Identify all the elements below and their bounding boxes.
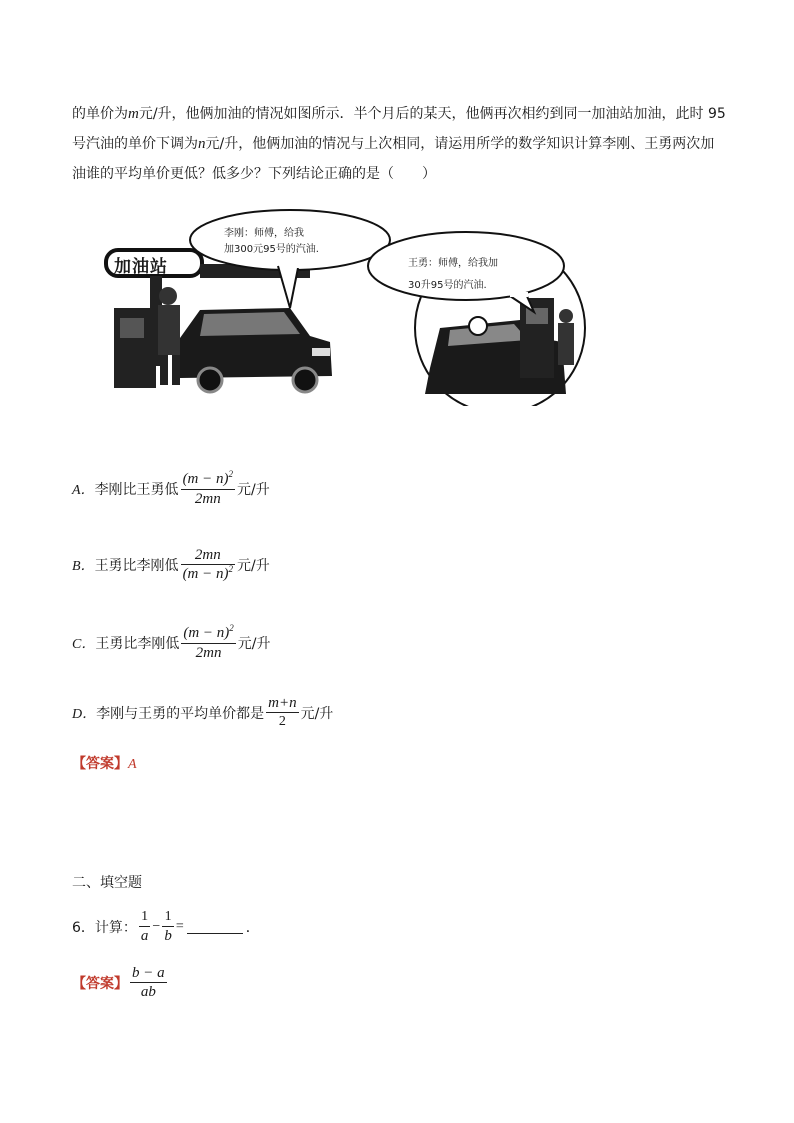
problem-text: 的单价为 (72, 106, 128, 122)
option-letter: D． (72, 706, 97, 722)
answer-5 (72, 753, 137, 773)
answer-blank[interactable] (187, 919, 243, 934)
variable-m: m (128, 106, 139, 122)
numerator: 1 (164, 909, 172, 924)
option-unit: 元/升 (300, 705, 334, 722)
gas-station-illustration (100, 208, 600, 406)
numerator: $(m - n)^2$ (182, 469, 234, 487)
denominator: b (164, 928, 172, 944)
bubble2-line2: 30升95号的汽油. (408, 280, 487, 291)
minus-sign: − (152, 918, 161, 934)
bubble1-line2: 加300元95号的汽油. (224, 244, 319, 255)
fraction-1-over-a (139, 908, 151, 945)
option-text: 王勇比李刚低 (95, 636, 180, 652)
numerator: b − a (132, 965, 165, 981)
problem-text: 油谁的平均单价更低？低多少？下列结论正确的是（ ） (72, 166, 436, 182)
option-letter: B． (72, 559, 95, 574)
option-b[interactable] (72, 546, 270, 584)
denominator: 2mn (195, 645, 222, 661)
answer-label: 【答案】 (72, 756, 128, 772)
option-text: 李刚比王勇低 (94, 482, 179, 498)
numerator: m+n (268, 695, 297, 711)
problem-text: 号汽油的单价下调为 (72, 136, 198, 152)
option-a[interactable] (72, 470, 270, 508)
answer-value: A (128, 757, 137, 772)
fraction (181, 624, 235, 662)
problem-line-1 (72, 98, 732, 131)
sign-text: 加油站 (114, 257, 168, 277)
bubble2-line1: 王勇：师傅，给我加 (408, 258, 498, 269)
equals-sign: = (175, 918, 184, 934)
period: ． (245, 919, 260, 936)
answer-label: 【答案】 (72, 975, 128, 992)
option-text: 王勇比李刚低 (94, 558, 179, 574)
option-letter: A． (72, 483, 95, 498)
numerator: $(m - n)^2$ (183, 623, 234, 641)
fraction (266, 694, 298, 731)
numerator: 2mn (194, 547, 221, 563)
problem-text: 元/升，他俩加油的情况如图所示．半个月后的某天，他俩再次相约到同一加油站加油，此时 95 (138, 106, 726, 122)
fraction-1-over-b (162, 908, 174, 945)
option-d[interactable] (72, 694, 333, 731)
problem-text: 元/升，他俩加油的情况与上次相同，请运用所学的数学知识计算李刚、王勇两次加 (205, 136, 715, 152)
problem-line-2 (72, 128, 732, 161)
option-letter: C． (72, 637, 96, 652)
variable-n: n (198, 136, 206, 152)
answer-6 (72, 964, 169, 1001)
question-6 (72, 908, 260, 945)
option-text: 李刚与王勇的平均单价都是 (96, 705, 265, 722)
denominator: ab (140, 984, 156, 1000)
fraction (181, 546, 235, 584)
option-unit: 元/升 (237, 558, 270, 574)
answer-fraction (130, 964, 167, 1001)
denominator: 2 (278, 714, 286, 729)
gas-station-drawing (100, 208, 600, 406)
numerator: 1 (141, 909, 149, 924)
bubble1-line1: 李刚：师傅，给我 (224, 228, 304, 239)
option-unit: 元/升 (237, 482, 270, 498)
question-number: 6．计算： (72, 919, 137, 936)
option-c[interactable] (72, 624, 271, 662)
denominator: $(m - n)^2$ (182, 564, 234, 582)
denominator: 2mn (194, 491, 221, 507)
option-unit: 元/升 (237, 636, 271, 652)
denominator: a (140, 928, 149, 944)
problem-line-3 (72, 158, 732, 191)
section-heading: 二、填空题 (72, 875, 142, 891)
fraction (181, 470, 235, 508)
